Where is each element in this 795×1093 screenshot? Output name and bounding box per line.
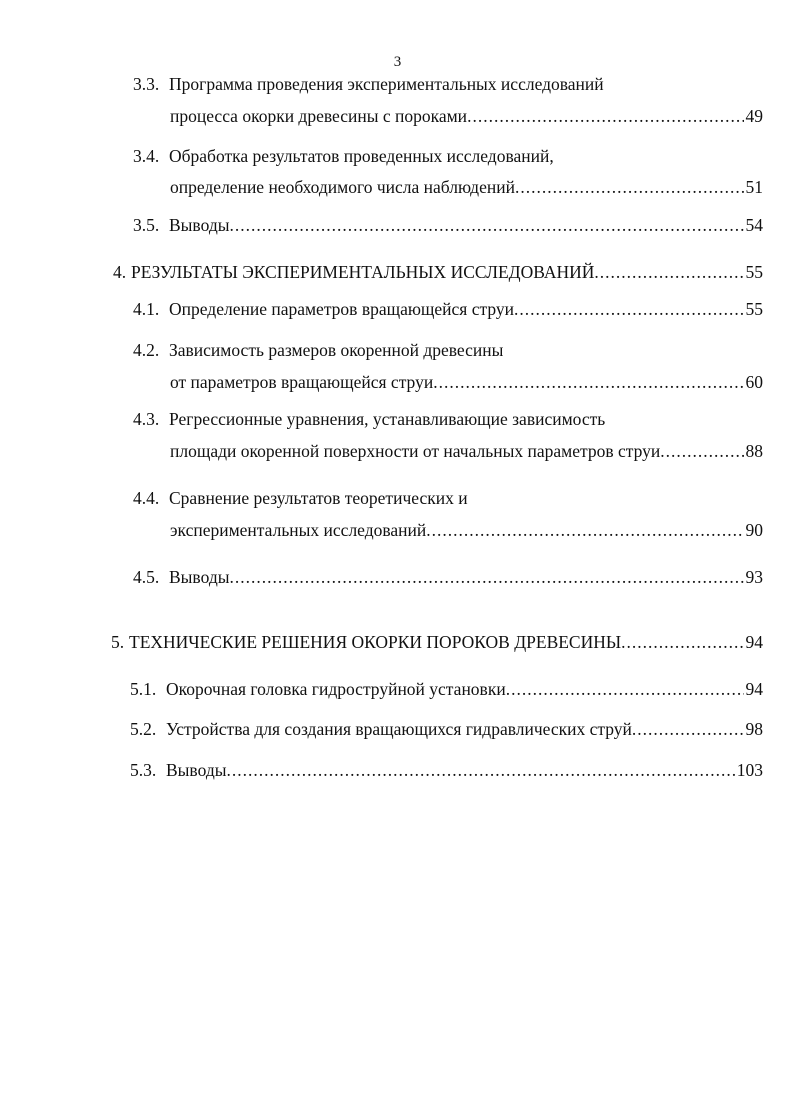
toc-leader-dots xyxy=(515,175,744,199)
toc-number: 4.3. xyxy=(133,409,160,429)
toc-leader-dots xyxy=(621,630,743,654)
toc-page: 60 xyxy=(745,372,763,392)
toc-entry-4-1 xyxy=(133,297,763,321)
toc-entry-4-4 xyxy=(133,486,763,510)
toc-entry-4-4-cont xyxy=(170,518,763,542)
toc-leader-dots xyxy=(514,297,744,321)
toc-leader-dots xyxy=(632,717,744,741)
toc-title-line: ТЕХНИЧЕСКИЕ РЕШЕНИЯ ОКОРКИ ПОРОКОВ ДРЕВЕСИНЫ xyxy=(129,632,622,652)
toc-entry-3-3-cont xyxy=(170,104,763,128)
toc-page: 94 xyxy=(745,679,763,699)
toc-entry-3-3 xyxy=(133,72,763,96)
toc-number: 3.4. xyxy=(133,146,160,166)
toc-title-line: Определение параметров вращающейся струи xyxy=(169,299,514,319)
toc-leader-dots xyxy=(229,565,743,589)
toc-leader-dots xyxy=(467,104,743,128)
toc-entry-3-4-cont xyxy=(170,175,763,199)
toc-entry-5-3 xyxy=(130,758,763,782)
toc-page: 98 xyxy=(745,719,763,739)
toc-number: 3.5. xyxy=(133,215,160,235)
toc-number: 4.5. xyxy=(133,567,160,587)
toc-leader-dots xyxy=(594,260,743,284)
toc-title-line: Зависимость размеров окоренной древесины xyxy=(169,340,504,360)
toc-title-line: Выводы xyxy=(166,760,227,780)
toc-page: 54 xyxy=(745,215,763,235)
toc-entry-4-3 xyxy=(133,407,763,431)
toc-entry-5-2 xyxy=(130,717,763,741)
toc-number: 5. xyxy=(111,632,125,652)
toc-entry-3-5 xyxy=(133,213,763,237)
toc-leader-dots xyxy=(426,518,743,542)
toc-title-line: процесса окорки древесины с пороками xyxy=(170,106,468,126)
toc-entry-5 xyxy=(111,630,763,654)
toc-entry-5-1 xyxy=(130,677,763,701)
page-number: 3 xyxy=(393,54,402,70)
toc-page: 103 xyxy=(736,760,763,780)
toc-page: 94 xyxy=(745,632,763,652)
toc-page: 55 xyxy=(745,299,763,319)
toc-title-line: определение необходимого числа наблюдений xyxy=(170,177,515,197)
toc-entry-4-5 xyxy=(133,565,763,589)
toc-entry-4 xyxy=(113,260,763,284)
toc-title-line: Выводы xyxy=(169,215,230,235)
toc-leader-dots xyxy=(229,213,743,237)
toc-number: 3.3. xyxy=(133,74,160,94)
toc-title-line: Устройства для создания вращающихся гидравлических струй xyxy=(166,719,632,739)
toc-entry-4-2 xyxy=(133,338,763,362)
toc-title-line: Программа проведения экспериментальных исследований xyxy=(169,74,604,94)
toc-title-line: РЕЗУЛЬТАТЫ ЭКСПЕРИМЕНТАЛЬНЫХ ИССЛЕДОВАНИЙ xyxy=(131,262,595,282)
toc-title-line: экспериментальных исследований xyxy=(170,520,427,540)
toc-entry-3-4 xyxy=(133,144,763,168)
toc-title-line: площади окоренной поверхности от начальных параметров струи xyxy=(170,441,661,461)
toc-page: 51 xyxy=(745,177,763,197)
toc-page: 49 xyxy=(745,106,763,126)
toc-number: 4.1. xyxy=(133,299,160,319)
toc-title-line: Окорочная головка гидроструйной установки xyxy=(166,679,506,699)
toc-title-line: Регрессионные уравнения, устанавливающие зависимость xyxy=(169,409,606,429)
toc-number: 5.2. xyxy=(130,719,157,739)
toc-number: 4.2. xyxy=(133,340,160,360)
toc-page: 93 xyxy=(745,567,763,587)
toc-leader-dots xyxy=(660,439,743,463)
toc-title-line: Выводы xyxy=(169,567,230,587)
toc-leader-dots xyxy=(506,677,744,701)
toc-page: 55 xyxy=(745,262,763,282)
toc-number: 5.3. xyxy=(130,760,157,780)
toc-number: 4.4. xyxy=(133,488,160,508)
toc-title-line: Сравнение результатов теоретических и xyxy=(169,488,468,508)
toc-page: 88 xyxy=(745,441,763,461)
toc-page: 90 xyxy=(745,520,763,540)
toc-entry-4-3-cont xyxy=(170,439,763,463)
toc-title-line: Обработка результатов проведенных исследований, xyxy=(169,146,554,166)
toc-title-line: от параметров вращающейся струи xyxy=(170,372,434,392)
toc-number: 4. xyxy=(113,262,127,282)
toc-entry-4-2-cont xyxy=(170,370,763,394)
toc-leader-dots xyxy=(226,758,734,782)
toc-number: 5.1. xyxy=(130,679,157,699)
toc-leader-dots xyxy=(433,370,743,394)
